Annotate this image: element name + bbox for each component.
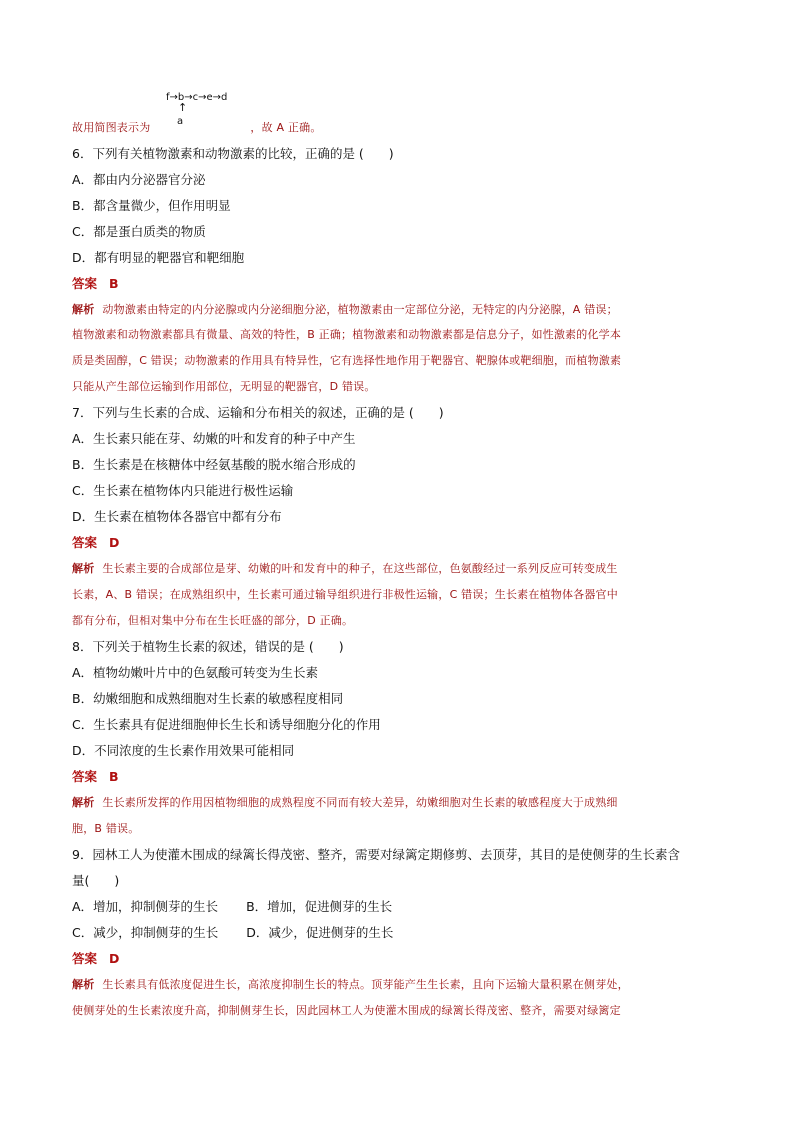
- answer-value: D: [109, 535, 120, 550]
- answer-value: B: [109, 769, 119, 784]
- analysis-text: 生长素具有低浓度促进生长，高浓度抑制生长的特点。顶芽能产生生长素，且向下运输大量积累在侧芽处，: [102, 978, 629, 991]
- q7-option-b: B．生长素是在核糖体中经氨基酸的脱水缩合形成的: [72, 457, 356, 472]
- analysis-label: 解析: [72, 978, 95, 991]
- q7-option-a: A．生长素只能在芽、幼嫩的叶和发育的种子中产生: [72, 431, 356, 446]
- answer-value: B: [109, 276, 119, 291]
- q7-analysis-line-1: [72, 561, 618, 577]
- q8-option-a: A．植物幼嫩叶片中的色氨酸可转变为生长素: [72, 665, 319, 680]
- q9-analysis-line-1: [72, 977, 629, 993]
- q6-analysis-line-2: 植物激素和动物激素都具有微量、高效的特性，B 正确；植物激素和动物激素都是信息分子，如性激素的化学本: [72, 328, 622, 341]
- q6-option-c: C．都是蛋白质类的物质: [72, 224, 206, 239]
- diagram-up-arrow-icon: ↑: [178, 101, 188, 114]
- q9-option-d: D．减少，促进侧芽的生长: [246, 925, 394, 940]
- q9-analysis-line-2: 使侧芽处的生长素浓度升高，抑制侧芽生长，因此园林工人为使灌木围成的绿篱长得茂密、整齐，需要对绿篱定: [72, 1004, 621, 1017]
- q8-option-b: B．幼嫩细胞和成熟细胞对生长素的敏感程度相同: [72, 691, 344, 706]
- q6-analysis-line-1: [72, 302, 618, 318]
- q9-options-row-1: [72, 899, 392, 915]
- answer-label: 答案: [72, 951, 98, 966]
- q9-options-row-2: [72, 925, 393, 941]
- q9-option-a: A．增加，抑制侧芽的生长: [72, 899, 219, 914]
- analysis-label: 解析: [72, 303, 95, 316]
- q7-analysis-line-2: 长素，A、B 错误；在成熟组织中，生长素可通过输导组织进行非极性运输，C 错误；生长素在植物体各器官中: [72, 588, 618, 601]
- diagram-source: a: [177, 116, 184, 127]
- intro-after: ，故 A 正确。: [250, 121, 322, 134]
- q8-stem: 8．下列关于植物生长素的叙述，错误的是 ( ): [72, 639, 344, 654]
- q9-option-c: C．减少，抑制侧芽的生长: [72, 925, 219, 940]
- intro-before: 故用简图表示为: [72, 121, 151, 134]
- q9-stem-line-2: 量( ): [72, 873, 120, 888]
- q7-analysis-line-3: 都有分布，但相对集中分布在生长旺盛的部分，D 正确。: [72, 614, 354, 627]
- q8-answer: [72, 769, 119, 785]
- answer-value: D: [109, 951, 120, 966]
- q8-analysis-line-2: 胞，B 错误。: [72, 822, 140, 835]
- analysis-text: 生长素所发挥的作用因植物细胞的成熟程度不同而有较大差异，幼嫩细胞对生长素的敏感程度大于成熟细: [102, 796, 618, 809]
- diagram-chain: f→b→c→e→d: [166, 92, 228, 103]
- q8-option-c: C．生长素具有促进细胞伸长生长和诱导细胞分化的作用: [72, 717, 381, 732]
- answer-label: 答案: [72, 535, 98, 550]
- q8-option-d: D．不同浓度的生长素作用效果可能相同: [72, 743, 295, 758]
- analysis-label: 解析: [72, 796, 95, 809]
- intro-line: [72, 120, 322, 136]
- q6-option-b: B．都含量微少，但作用明显: [72, 198, 231, 213]
- q7-option-d: D．生长素在植物体各器官中都有分布: [72, 509, 282, 524]
- q6-option-a: A．都由内分泌器官分泌: [72, 172, 206, 187]
- q8-analysis-line-1: [72, 795, 618, 811]
- analysis-label: 解析: [72, 562, 95, 575]
- q9-option-b: B．增加，促进侧芽的生长: [246, 899, 393, 914]
- q6-option-d: D．都有明显的靶器官和靶细胞: [72, 250, 245, 265]
- analysis-text: 生长素主要的合成部位是芽、幼嫩的叶和发育中的种子，在这些部位，色氨酸经过一系列反应可转变成生: [102, 562, 618, 575]
- q6-stem: 6．下列有关植物激素和动物激素的比较，正确的是 ( ): [72, 146, 394, 161]
- q6-analysis-line-3: 质是类固醇，C 错误；动物激素的作用具有特异性，它有选择性地作用于靶器官、靶腺体或靶细胞，而植物激素: [72, 354, 622, 367]
- q6-analysis-line-4: 只能从产生部位运输到作用部位，无明显的靶器官，D 错误。: [72, 380, 376, 393]
- answer-label: 答案: [72, 769, 98, 784]
- q9-stem-line-1: 9．园林工人为使灌木围成的绿篱长得茂密、整齐，需要对绿篱定期修剪、去顶芽，其目的是使侧芽的生长素含: [72, 847, 680, 862]
- answer-label: 答案: [72, 276, 98, 291]
- q9-answer: [72, 951, 119, 967]
- q6-answer: [72, 276, 119, 292]
- q7-answer: [72, 535, 119, 551]
- analysis-text: 动物激素由特定的内分泌腺或内分泌细胞分泌，植物激素由一定部位分泌，无特定的内分泌腺，A 错误；: [102, 303, 618, 316]
- q7-stem: 7．下列与生长素的合成、运输和分布相关的叙述，正确的是 ( ): [72, 405, 444, 420]
- q7-option-c: C．生长素在植物体内只能进行极性运输: [72, 483, 294, 498]
